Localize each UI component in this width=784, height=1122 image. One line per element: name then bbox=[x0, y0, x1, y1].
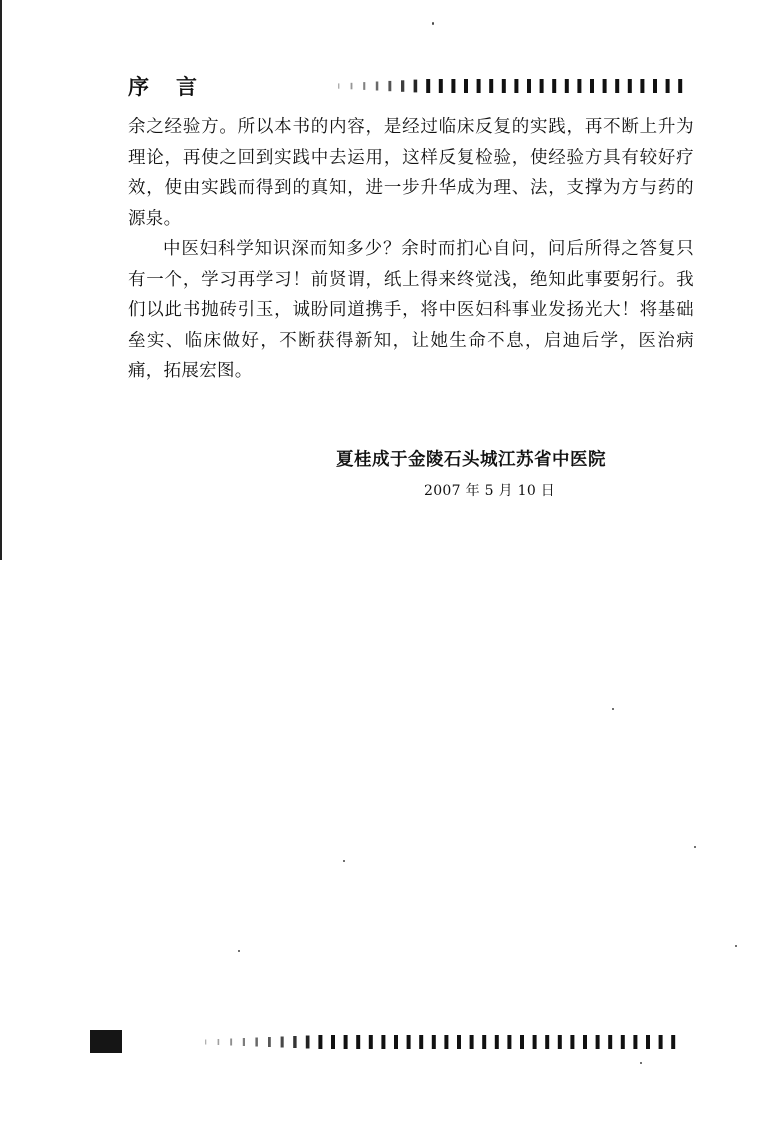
scan-speck bbox=[694, 846, 696, 848]
tick-mark bbox=[451, 79, 455, 93]
tick-mark bbox=[640, 79, 644, 93]
tick-mark bbox=[444, 1035, 448, 1049]
tick-mark bbox=[363, 82, 365, 90]
tick-mark bbox=[678, 79, 682, 93]
tick-mark bbox=[401, 80, 404, 92]
tick-mark bbox=[590, 79, 594, 93]
page-corner-marker bbox=[90, 1030, 122, 1053]
scan-speck bbox=[735, 945, 737, 947]
tick-mark bbox=[369, 1035, 373, 1049]
tick-mark bbox=[527, 79, 531, 93]
tick-mark bbox=[318, 1035, 322, 1049]
tick-mark bbox=[482, 1035, 486, 1049]
tick-mark bbox=[293, 1036, 296, 1048]
tick-mark bbox=[514, 79, 518, 93]
tick-mark bbox=[520, 1035, 524, 1049]
tick-mark bbox=[255, 1038, 258, 1047]
tick-mark bbox=[628, 79, 632, 93]
tick-mark bbox=[671, 1035, 675, 1049]
tick-mark bbox=[603, 79, 607, 93]
tick-mark bbox=[596, 1035, 600, 1049]
tick-mark bbox=[489, 79, 493, 93]
tick-mark bbox=[646, 1035, 650, 1049]
tick-mark bbox=[356, 1035, 360, 1049]
paragraph: 中医妇科学知识深而知多少？余时而扪心自问，问后所得之答复只有一个，学习再学习！前贤谓，纸上得来终觉浅，绝知此事要躬行。我们以此书抛砖引玉，诚盼同道携手，将中医妇科事业发扬光大！将基础垒实、临床做好，不断获得新知，让她生命不息，启迪后学，医治病痛，拓展宏图。 bbox=[128, 239, 694, 381]
tick-mark bbox=[205, 1040, 206, 1045]
tick-mark bbox=[565, 79, 569, 93]
tick-mark bbox=[507, 1035, 511, 1049]
tick-mark bbox=[633, 1035, 637, 1049]
tick-mark bbox=[577, 79, 581, 93]
tick-mark bbox=[495, 1035, 499, 1049]
tick-mark bbox=[533, 1035, 537, 1049]
tick-mark bbox=[344, 1035, 348, 1049]
tick-mark bbox=[608, 1035, 612, 1049]
tick-mark bbox=[230, 1039, 232, 1046]
tick-mark bbox=[306, 1036, 310, 1049]
tick-mark bbox=[268, 1037, 271, 1047]
tick-mark bbox=[545, 1035, 549, 1049]
scan-speck bbox=[238, 950, 240, 952]
tick-mark bbox=[477, 79, 481, 93]
tick-mark bbox=[432, 1035, 436, 1049]
tick-mark bbox=[388, 81, 391, 91]
tick-mark bbox=[615, 79, 619, 93]
tick-mark bbox=[558, 1035, 562, 1049]
running-header bbox=[128, 74, 694, 100]
tick-mark bbox=[419, 1035, 423, 1049]
tick-mark bbox=[218, 1039, 220, 1045]
scan-speck bbox=[343, 860, 345, 862]
scan-speck bbox=[612, 708, 614, 710]
tick-mark bbox=[583, 1035, 587, 1049]
tick-mark bbox=[407, 1035, 411, 1049]
footer-tick-rule bbox=[205, 1035, 687, 1049]
tick-mark bbox=[621, 1035, 625, 1049]
tick-mark bbox=[281, 1037, 284, 1048]
tick-mark bbox=[394, 1035, 398, 1049]
page-edge-rule bbox=[0, 0, 2, 560]
tick-mark bbox=[552, 79, 556, 93]
tick-mark bbox=[570, 1035, 574, 1049]
signature-date: 2007 年 5 月 10 日 bbox=[424, 483, 556, 499]
tick-mark bbox=[502, 79, 506, 93]
tick-mark bbox=[540, 79, 544, 93]
tick-mark bbox=[464, 79, 468, 93]
tick-mark bbox=[426, 79, 430, 93]
header-tick-rule bbox=[338, 79, 694, 93]
section-title: 序言 bbox=[128, 75, 224, 99]
tick-mark bbox=[659, 1035, 663, 1049]
tick-mark bbox=[351, 83, 353, 90]
tick-mark bbox=[457, 1035, 461, 1049]
preface-body bbox=[128, 112, 694, 387]
tick-mark bbox=[381, 1035, 385, 1049]
paragraph-continued: 余之经验方。所以本书的内容，是经过临床反复的实践，再不断上升为理论，再使之回到实践中去运用，这样反复检验，使经验方具有较好疗效，使由实践而得到的真知，进一步升华成为理、法，支撑为方与药的源泉。 bbox=[128, 117, 694, 229]
tick-mark bbox=[470, 1035, 474, 1049]
tick-mark bbox=[439, 79, 443, 93]
tick-mark bbox=[331, 1035, 335, 1049]
tick-mark bbox=[414, 80, 418, 93]
tick-mark bbox=[338, 83, 339, 88]
tick-mark bbox=[666, 79, 670, 93]
tick-mark bbox=[376, 82, 379, 91]
tick-mark bbox=[653, 79, 657, 93]
scan-speck bbox=[640, 1062, 642, 1064]
scan-speck bbox=[432, 22, 434, 25]
signature-author: 夏桂成于金陵石头城江苏省中医院 bbox=[336, 450, 606, 470]
tick-mark bbox=[243, 1038, 245, 1046]
